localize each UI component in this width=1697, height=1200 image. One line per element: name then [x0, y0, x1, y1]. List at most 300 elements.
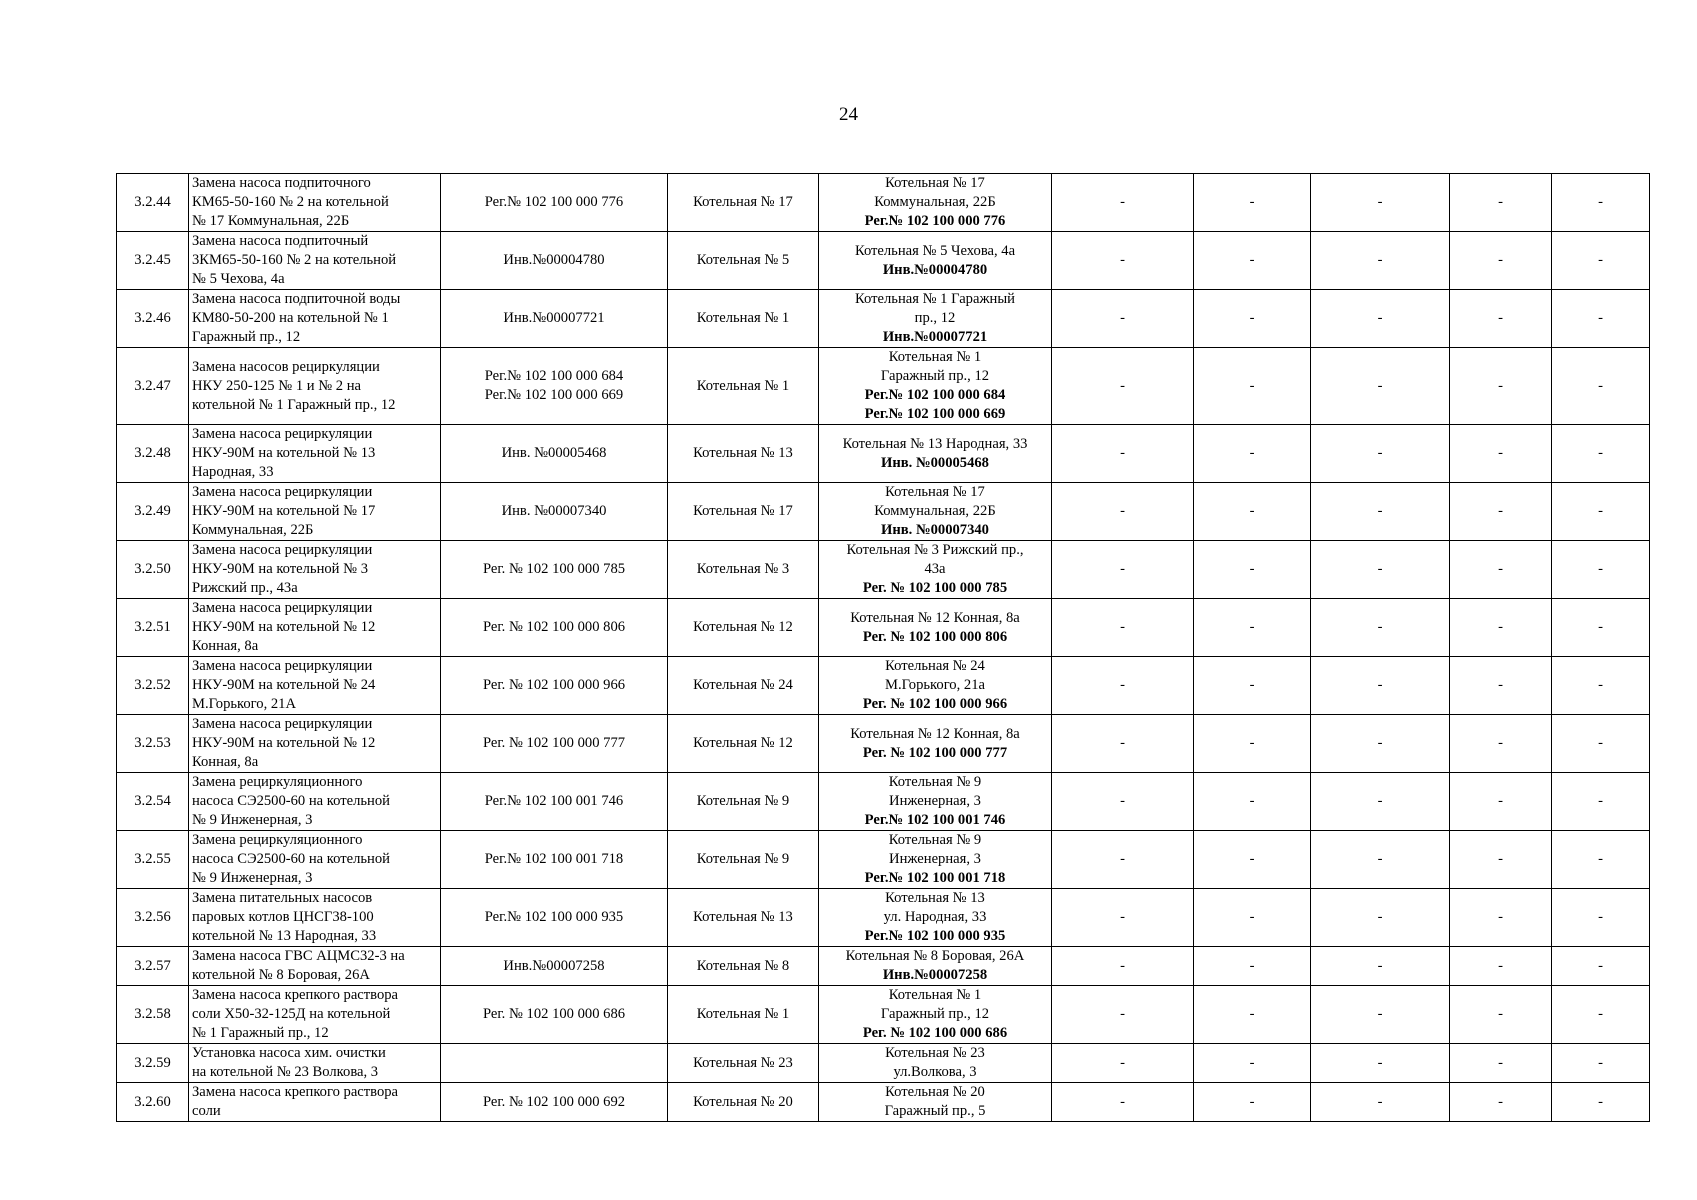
empty-value-cell: - [1052, 947, 1194, 986]
boiler-house: Котельная № 3 [668, 541, 819, 599]
cell-line: М.Горького, 21А [192, 696, 297, 712]
cell-line: Рег. № 102 100 000 806 [862, 628, 1008, 645]
registration-number [441, 348, 668, 425]
boiler-house: Котельная № 23 [668, 1044, 819, 1083]
cell-line: соли Х50-32-125Д на котельной [192, 1006, 391, 1022]
cell-line: № 5 Чехова, 4а [192, 271, 285, 287]
cell-line: Рег.№ 102 100 001 718 [864, 870, 1006, 886]
cell-line: Рег. № 102 100 000 806 [482, 619, 626, 635]
boiler-house: Котельная № 12 [668, 715, 819, 773]
registration-number [441, 1044, 668, 1083]
empty-value-cell: - [1052, 599, 1194, 657]
cell-line: Замена насоса рециркуляции [192, 426, 373, 442]
cell-line: насоса СЭ2500-60 на котельной [192, 851, 390, 867]
boiler-address [819, 986, 1052, 1044]
empty-value-cell: - [1450, 174, 1552, 232]
cell-line: Инв.№00007258 [882, 967, 988, 983]
cell-line: Рег.№ 102 100 001 746 [864, 812, 1006, 828]
empty-value-cell: - [1194, 715, 1311, 773]
cell-line: НКУ-90М на котельной № 12 [192, 619, 376, 635]
cell-line: Рег. № 102 100 000 785 [862, 580, 1008, 596]
boiler-house: Котельная № 17 [668, 483, 819, 541]
empty-value-cell: - [1194, 348, 1311, 425]
empty-value-cell: - [1311, 1044, 1450, 1083]
cell-line: Рег.№ 102 100 000 669 [484, 387, 624, 403]
empty-value-cell: - [1311, 947, 1450, 986]
cell-line: Замена насоса крепкого раствора [192, 1084, 399, 1100]
boiler-house: Котельная № 8 [668, 947, 819, 986]
empty-value-cell: - [1450, 1083, 1552, 1122]
boiler-address [819, 715, 1052, 773]
cell-line: котельной № 13 Народная, 33 [192, 928, 377, 944]
row-number: 3.2.59 [117, 1044, 189, 1083]
empty-value-cell: - [1311, 889, 1450, 947]
cell-line: Замена рециркуляционного [192, 774, 363, 790]
empty-value-cell: - [1052, 1044, 1194, 1083]
row-number: 3.2.47 [117, 348, 189, 425]
cell-line: Котельная № 8 Боровая, 26А [845, 948, 1025, 964]
empty-value-cell: - [1450, 599, 1552, 657]
cell-line: Коммунальная, 22Б [874, 194, 996, 210]
empty-value-cell: - [1552, 232, 1650, 290]
cell-line: Инженерная, 3 [889, 793, 981, 809]
cell-line: НКУ-90М на котельной № 3 [192, 561, 369, 577]
cell-line: Рег. № 102 100 000 966 [482, 677, 626, 693]
boiler-address [819, 232, 1052, 290]
row-number: 3.2.58 [117, 986, 189, 1044]
work-description [189, 425, 441, 483]
boiler-address [819, 831, 1052, 889]
cell-line: Гаражный пр., 5 [884, 1103, 986, 1119]
empty-value-cell: - [1052, 483, 1194, 541]
empty-value-cell: - [1311, 986, 1450, 1044]
table-row [117, 232, 1650, 290]
row-number: 3.2.56 [117, 889, 189, 947]
empty-value-cell: - [1194, 657, 1311, 715]
table-row [117, 657, 1650, 715]
boiler-house: Котельная № 5 [668, 232, 819, 290]
empty-value-cell: - [1450, 425, 1552, 483]
row-number: 3.2.51 [117, 599, 189, 657]
cell-line: Коммунальная, 22Б [874, 503, 996, 519]
work-description [189, 290, 441, 348]
empty-value-cell: - [1552, 599, 1650, 657]
empty-value-cell: - [1311, 657, 1450, 715]
cell-line: ул. Народная, 33 [883, 909, 987, 925]
cell-line: Рег. № 102 100 000 966 [862, 696, 1008, 712]
table-row [117, 348, 1650, 425]
work-description [189, 947, 441, 986]
boiler-house: Котельная № 17 [668, 174, 819, 232]
cell-line: Рег.№ 102 100 000 776 [484, 194, 624, 210]
cell-line: Замена насоса подпиточного [192, 175, 371, 191]
work-description [189, 657, 441, 715]
cell-line: НКУ-90М на котельной № 17 [192, 503, 376, 519]
cell-line: Котельная № 1 [888, 349, 982, 365]
cell-line: Конная, 8а [192, 754, 259, 770]
registration-number [441, 425, 668, 483]
cell-line: пр., 12 [914, 310, 956, 326]
empty-value-cell: - [1552, 889, 1650, 947]
cell-line: Замена рециркуляционного [192, 832, 363, 848]
empty-value-cell: - [1450, 773, 1552, 831]
cell-line: № 17 Коммунальная, 22Б [192, 213, 350, 229]
work-description [189, 773, 441, 831]
empty-value-cell: - [1450, 348, 1552, 425]
empty-value-cell: - [1194, 541, 1311, 599]
table-row [117, 947, 1650, 986]
cell-line: Рижский пр., 43а [192, 580, 298, 596]
empty-value-cell: - [1552, 290, 1650, 348]
table-row [117, 1044, 1650, 1083]
empty-value-cell: - [1450, 1044, 1552, 1083]
empty-value-cell: - [1194, 425, 1311, 483]
boiler-house: Котельная № 1 [668, 986, 819, 1044]
empty-value-cell: - [1052, 425, 1194, 483]
cell-line: Рег.№ 102 100 000 935 [864, 928, 1006, 944]
boiler-house: Котельная № 1 [668, 290, 819, 348]
cell-line: НКУ 250-125 № 1 и № 2 на [192, 377, 362, 394]
cell-line: Инв.№00007721 [882, 329, 988, 345]
empty-value-cell: - [1450, 947, 1552, 986]
row-number: 3.2.50 [117, 541, 189, 599]
cell-line: Инв.№00004780 [882, 261, 988, 278]
cell-line: Котельная № 1 Гаражный [855, 291, 1015, 307]
row-number: 3.2.49 [117, 483, 189, 541]
cell-line: Рег. № 102 100 000 785 [482, 561, 626, 577]
table-row [117, 715, 1650, 773]
cell-line: Замена насоса ГВС АЦМС32-3 на [192, 948, 405, 964]
registration-number [441, 1083, 668, 1122]
empty-value-cell: - [1052, 986, 1194, 1044]
cell-line: Рег. № 102 100 000 777 [862, 744, 1008, 761]
cell-line: № 9 Инженерная, 3 [192, 812, 313, 828]
empty-value-cell: - [1450, 483, 1552, 541]
boiler-house: Котельная № 9 [668, 831, 819, 889]
cell-line: Инженерная, 3 [889, 851, 981, 867]
table-row [117, 1083, 1650, 1122]
empty-value-cell: - [1450, 986, 1552, 1044]
boiler-address [819, 425, 1052, 483]
cell-line: Замена питательных насосов [192, 890, 373, 906]
work-description [189, 1044, 441, 1083]
empty-value-cell: - [1311, 290, 1450, 348]
cell-line: 43а [924, 561, 946, 577]
cell-line: Гаражный пр., 12 [880, 368, 990, 384]
empty-value-cell: - [1311, 715, 1450, 773]
table-row [117, 290, 1650, 348]
boiler-house: Котельная № 20 [668, 1083, 819, 1122]
table-row [117, 831, 1650, 889]
empty-value-cell: - [1552, 657, 1650, 715]
boiler-house: Котельная № 1 [668, 348, 819, 425]
registration-number [441, 232, 668, 290]
work-description [189, 174, 441, 232]
table-body [117, 174, 1650, 1122]
cell-line: НКУ-90М на котельной № 13 [192, 445, 376, 461]
empty-value-cell: - [1450, 290, 1552, 348]
empty-value-cell: - [1194, 889, 1311, 947]
cell-line: Котельная № 5 Чехова, 4а [854, 242, 1016, 259]
cell-line: 3КМ65-50-160 № 2 на котельной [192, 252, 397, 268]
cell-line: Замена насоса рециркуляции [192, 542, 373, 558]
cell-line: Инв. №00007340 [881, 522, 989, 538]
empty-value-cell: - [1052, 831, 1194, 889]
cell-line: Котельная № 20 [885, 1084, 985, 1100]
table-row [117, 773, 1650, 831]
empty-value-cell: - [1194, 174, 1311, 232]
table-row [117, 541, 1650, 599]
cell-line: Котельная № 1 [888, 987, 982, 1003]
boiler-house: Котельная № 9 [668, 773, 819, 831]
cell-line: Котельная № 3 Рижский пр., [846, 542, 1024, 558]
empty-value-cell: - [1052, 290, 1194, 348]
cell-line: Котельная № 12 Конная, 8а [850, 725, 1020, 742]
row-number: 3.2.55 [117, 831, 189, 889]
empty-value-cell: - [1450, 831, 1552, 889]
cell-line: М.Горького, 21а [885, 677, 985, 693]
registration-number [441, 483, 668, 541]
cell-line: Коммунальная, 22Б [192, 522, 314, 538]
cell-line: котельной № 8 Боровая, 26А [192, 967, 370, 983]
empty-value-cell: - [1194, 290, 1311, 348]
boiler-address [819, 1044, 1052, 1083]
registration-number [441, 715, 668, 773]
empty-value-cell: - [1311, 232, 1450, 290]
boiler-address [819, 174, 1052, 232]
cell-line: котельной № 1 Гаражный пр., 12 [192, 396, 396, 413]
cell-line: Замена насоса крепкого раствора [192, 987, 399, 1003]
cell-line: Рег.№ 102 100 001 718 [484, 851, 624, 867]
cell-line: Гаражный пр., 12 [192, 329, 301, 345]
empty-value-cell: - [1311, 541, 1450, 599]
cell-line: Инв. №00005468 [881, 454, 989, 471]
cell-line: Замена насоса рециркуляции [192, 600, 373, 616]
empty-value-cell: - [1552, 174, 1650, 232]
empty-value-cell: - [1194, 773, 1311, 831]
cell-line: Котельная № 13 [885, 890, 985, 906]
cell-line: № 9 Инженерная, 3 [192, 870, 313, 886]
empty-value-cell: - [1311, 599, 1450, 657]
cell-line: Инв.№00007258 [503, 957, 605, 974]
table-row [117, 174, 1650, 232]
cell-line: Рег. № 102 100 000 686 [862, 1025, 1008, 1041]
cell-line: Установка насоса хим. очистки [192, 1045, 386, 1061]
work-description [189, 715, 441, 773]
empty-value-cell: - [1052, 657, 1194, 715]
cell-line: Рег. № 102 100 000 692 [482, 1093, 626, 1110]
empty-value-cell: - [1450, 715, 1552, 773]
table-row [117, 889, 1650, 947]
boiler-address [819, 348, 1052, 425]
empty-value-cell: - [1052, 348, 1194, 425]
boiler-house: Котельная № 13 [668, 889, 819, 947]
boiler-address [819, 889, 1052, 947]
cell-line: КМ65-50-160 № 2 на котельной [192, 194, 389, 210]
empty-value-cell: - [1194, 947, 1311, 986]
boiler-address [819, 1083, 1052, 1122]
page-number: 24 [839, 104, 858, 125]
work-description [189, 831, 441, 889]
cell-line: Замена насоса подпиточной воды [192, 291, 401, 307]
row-number: 3.2.53 [117, 715, 189, 773]
boiler-address [819, 947, 1052, 986]
cell-line: на котельной № 23 Волкова, 3 [192, 1064, 379, 1080]
table-row [117, 986, 1650, 1044]
empty-value-cell: - [1194, 1083, 1311, 1122]
row-number: 3.2.54 [117, 773, 189, 831]
registration-number [441, 947, 668, 986]
work-description [189, 483, 441, 541]
empty-value-cell: - [1552, 831, 1650, 889]
registration-number [441, 831, 668, 889]
boiler-house: Котельная № 13 [668, 425, 819, 483]
cell-line: паровых котлов ЦНСГ38-100 [192, 909, 374, 925]
empty-value-cell: - [1552, 425, 1650, 483]
empty-value-cell: - [1311, 1083, 1450, 1122]
empty-value-cell: - [1311, 174, 1450, 232]
row-number: 3.2.48 [117, 425, 189, 483]
boiler-address [819, 290, 1052, 348]
empty-value-cell: - [1052, 715, 1194, 773]
row-number: 3.2.60 [117, 1083, 189, 1122]
empty-value-cell: - [1552, 348, 1650, 425]
cell-line: Котельная № 9 [888, 832, 982, 848]
registration-number [441, 986, 668, 1044]
row-number: 3.2.45 [117, 232, 189, 290]
registration-number [441, 599, 668, 657]
cell-line: соли [192, 1103, 221, 1119]
row-number: 3.2.52 [117, 657, 189, 715]
empty-value-cell: - [1311, 773, 1450, 831]
table-row [117, 483, 1650, 541]
cell-line: Рег. № 102 100 000 686 [482, 1006, 626, 1022]
cell-line: Рег.№ 102 100 000 669 [864, 406, 1006, 422]
cell-line: Инв. №00005468 [501, 445, 607, 461]
cell-line: Замена насосов рециркуляции [192, 358, 380, 375]
boiler-house: Котельная № 12 [668, 599, 819, 657]
cell-line: Конная, 8а [192, 638, 259, 654]
cell-line: Замена насоса подпиточный [192, 233, 369, 249]
empty-value-cell: - [1552, 947, 1650, 986]
cell-line: Котельная № 24 [885, 658, 985, 674]
cell-line: Инв.№00004780 [503, 252, 605, 268]
cell-line: № 1 Гаражный пр., 12 [192, 1025, 329, 1041]
table-row [117, 599, 1650, 657]
cell-line: Котельная № 23 [885, 1045, 985, 1061]
cell-line: КМ80-50-200 на котельной № 1 [192, 310, 389, 326]
cell-line: Рег.№ 102 100 001 746 [484, 793, 624, 809]
empty-value-cell: - [1552, 1044, 1650, 1083]
empty-value-cell: - [1552, 715, 1650, 773]
cell-line: Замена насоса рециркуляции [192, 716, 373, 732]
work-description [189, 1083, 441, 1122]
empty-value-cell: - [1311, 831, 1450, 889]
empty-value-cell: - [1450, 232, 1552, 290]
boiler-house: Котельная № 24 [668, 657, 819, 715]
cell-line: Инв. №00007340 [501, 503, 607, 519]
work-description [189, 599, 441, 657]
empty-value-cell: - [1450, 541, 1552, 599]
empty-value-cell: - [1311, 425, 1450, 483]
registration-number [441, 541, 668, 599]
empty-value-cell: - [1052, 773, 1194, 831]
empty-value-cell: - [1552, 773, 1650, 831]
empty-value-cell: - [1052, 889, 1194, 947]
cell-line: НКУ-90М на котельной № 12 [192, 735, 376, 751]
cell-line: НКУ-90М на котельной № 24 [192, 677, 376, 693]
cell-line: Замена насоса рециркуляции [192, 484, 373, 500]
empty-value-cell: - [1552, 483, 1650, 541]
cell-line: Котельная № 17 [885, 175, 985, 191]
empty-value-cell: - [1450, 889, 1552, 947]
cell-line: ул.Волкова, 3 [893, 1064, 977, 1080]
row-number: 3.2.57 [117, 947, 189, 986]
cell-line: Гаражный пр., 12 [880, 1006, 990, 1022]
empty-value-cell: - [1052, 174, 1194, 232]
work-description [189, 541, 441, 599]
boiler-address [819, 773, 1052, 831]
registration-number [441, 174, 668, 232]
empty-value-cell: - [1552, 986, 1650, 1044]
empty-value-cell: - [1194, 986, 1311, 1044]
registration-number [441, 773, 668, 831]
cell-line: Котельная № 17 [885, 484, 985, 500]
work-description [189, 889, 441, 947]
work-description [189, 986, 441, 1044]
work-description [189, 232, 441, 290]
registration-number [441, 657, 668, 715]
work-description [189, 348, 441, 425]
cell-line: Рег. № 102 100 000 777 [482, 735, 626, 751]
cell-line: Инв.№00007721 [503, 310, 605, 326]
cell-line: Замена насоса рециркуляции [192, 658, 373, 674]
cell-line: Рег.№ 102 100 000 684 [864, 387, 1006, 403]
empty-value-cell: - [1311, 348, 1450, 425]
table-row [117, 425, 1650, 483]
empty-value-cell: - [1052, 541, 1194, 599]
registration-number [441, 889, 668, 947]
boiler-address [819, 541, 1052, 599]
cell-line: Народная, 33 [192, 464, 274, 480]
row-number: 3.2.46 [117, 290, 189, 348]
empty-value-cell: - [1311, 483, 1450, 541]
empty-value-cell: - [1552, 541, 1650, 599]
empty-value-cell: - [1194, 483, 1311, 541]
cell-line: Рег.№ 102 100 000 684 [484, 368, 624, 384]
empty-value-cell: - [1052, 232, 1194, 290]
cell-line: насоса СЭ2500-60 на котельной [192, 793, 390, 809]
equipment-table [116, 173, 1650, 1122]
boiler-address [819, 483, 1052, 541]
boiler-address [819, 657, 1052, 715]
empty-value-cell: - [1552, 1083, 1650, 1122]
cell-line: Котельная № 13 Народная, 33 [842, 435, 1028, 452]
cell-line: Котельная № 12 Конная, 8а [850, 609, 1020, 626]
empty-value-cell: - [1194, 232, 1311, 290]
row-number: 3.2.44 [117, 174, 189, 232]
cell-line: Рег.№ 102 100 000 776 [864, 213, 1006, 229]
empty-value-cell: - [1052, 1083, 1194, 1122]
empty-value-cell: - [1450, 657, 1552, 715]
cell-line: Котельная № 9 [888, 774, 982, 790]
boiler-address [819, 599, 1052, 657]
registration-number [441, 290, 668, 348]
empty-value-cell: - [1194, 599, 1311, 657]
empty-value-cell: - [1194, 831, 1311, 889]
empty-value-cell: - [1194, 1044, 1311, 1083]
cell-line: Рег.№ 102 100 000 935 [484, 909, 624, 925]
